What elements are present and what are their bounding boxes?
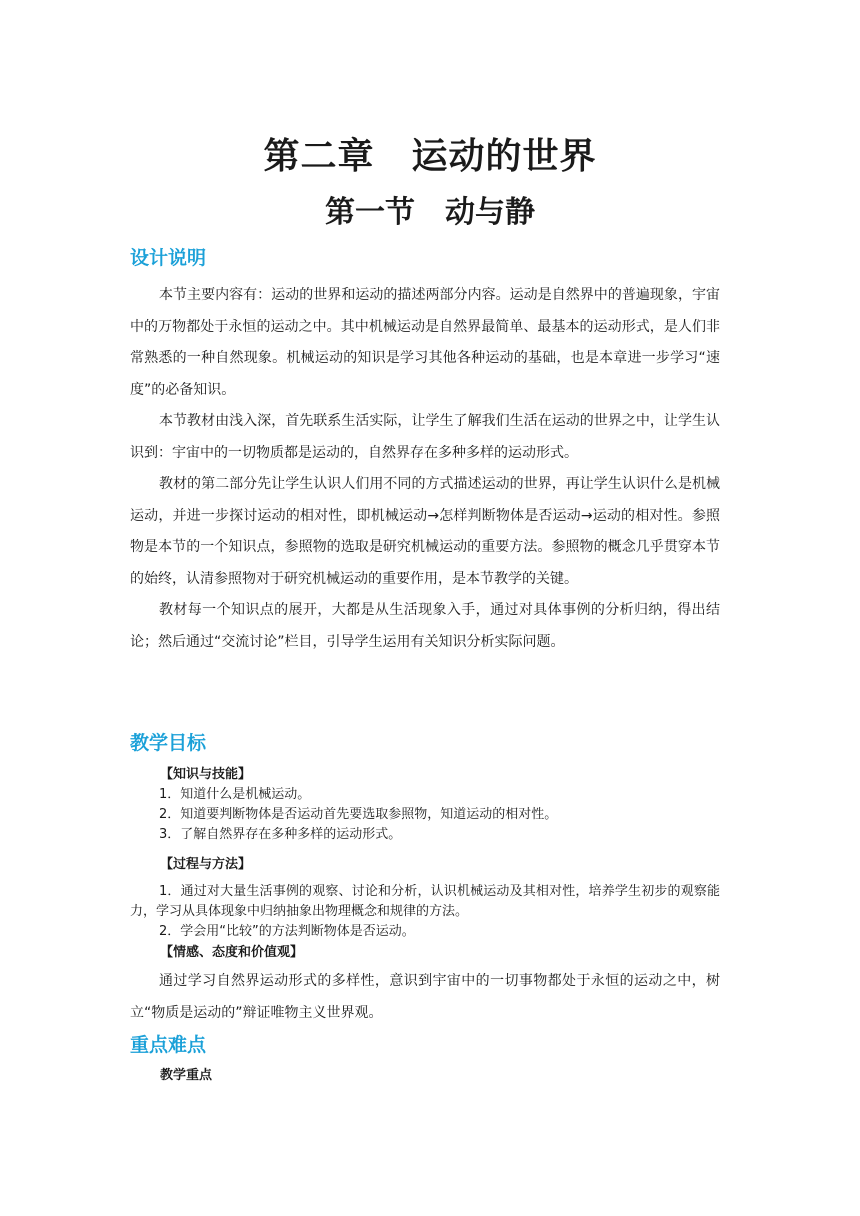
list-item: 3．了解自然界存在多种多样的运动形式。 bbox=[159, 827, 402, 842]
list-item: 1．知道什么是机械运动。 bbox=[159, 787, 311, 802]
knowledge-label: 【知识与技能】 bbox=[160, 767, 252, 782]
design-paragraph: 教材每一个知识点的展开，大都是从生活现象入手，通过对具体事例的分析归纳，得出结论；然后通过“交流讨论”栏目，引导学生运用有关知识分析实际问题。 bbox=[130, 602, 720, 650]
heading-goals: 教学目标 bbox=[130, 732, 207, 754]
list-item: 2．学会用“比较”的方法判断物体是否运动。 bbox=[159, 924, 415, 939]
list-item: 1．通过对大量生活事例的观察、讨论和分析，认识机械运动及其相对性，培养学生初步的观察能力，学习从具体现象中归纳抽象出物理概念和规律的方法。 bbox=[130, 884, 720, 919]
key-points-sub: 教学重点 bbox=[160, 1068, 213, 1083]
emotion-body bbox=[130, 966, 720, 1029]
design-body bbox=[130, 280, 720, 658]
heading-key-points: 重点难点 bbox=[130, 1034, 207, 1056]
process-label: 【过程与方法】 bbox=[160, 857, 252, 872]
emotion-label: 【情感、态度和价值观】 bbox=[160, 945, 304, 960]
design-paragraph: 教材的第二部分先让学生认识人们用不同的方式描述运动的世界，再让学生认识什么是机械运动，并进一步探讨运动的相对性，即机械运动→怎样判断物体是否运动→运动的相对性。参照物是本节的一个知识点，参照物的选取是研究机械运动的重要方法。参照物的概念几乎贯穿本节的始终，认清参照物对于研究机械运动的重要作用，是本节教学的关键。 bbox=[130, 476, 720, 587]
heading-design: 设计说明 bbox=[130, 247, 207, 269]
design-paragraph: 本节教材由浅入深，首先联系生活实际，让学生了解我们生活在运动的世界之中，让学生认识到：宇宙中的一切物质都是运动的，自然界存在多种多样的运动形式。 bbox=[130, 413, 720, 461]
knowledge-list bbox=[130, 785, 720, 845]
section-title: 第一节 动与静 bbox=[325, 195, 535, 230]
design-paragraph: 本节主要内容有：运动的世界和运动的描述两部分内容。运动是自然界中的普遍现象，宇宙中的万物都处于永恒的运动之中。其中机械运动是自然界最简单、最基本的运动形式，是人们非常熟悉的一种自然现象。机械运动的知识是学习其他各种运动的基础，也是本章进一步学习“速度”的必备知识。 bbox=[130, 287, 720, 398]
chapter-title: 第二章 运动的世界 bbox=[263, 136, 597, 177]
process-list bbox=[130, 882, 720, 942]
list-item: 2．知道要判断物体是否运动首先要选取参照物，知道运动的相对性。 bbox=[159, 807, 558, 822]
emotion-paragraph: 通过学习自然界运动形式的多样性，意识到宇宙中的一切事物都处于永恒的运动之中，树立“物质是运动的”辩证唯物主义世界观。 bbox=[130, 973, 720, 1021]
